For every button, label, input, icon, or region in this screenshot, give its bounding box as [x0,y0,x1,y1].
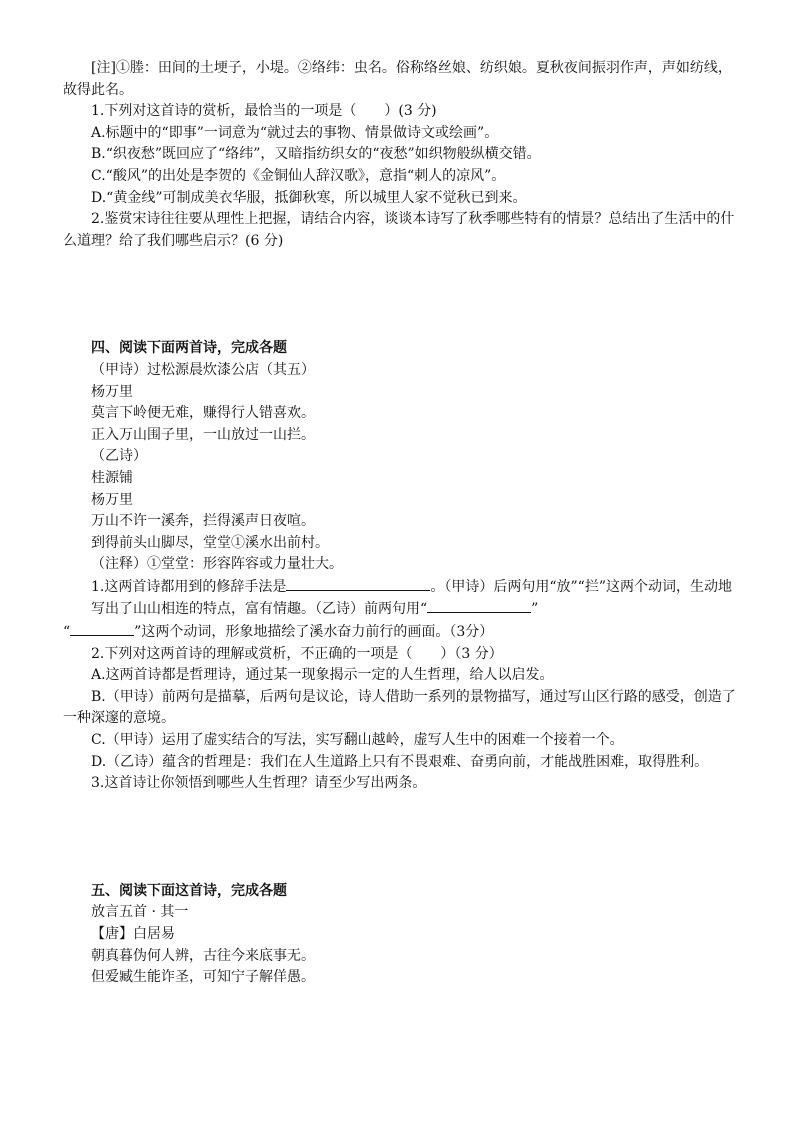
section3-option-b: B.“织夜愁”既回应了“络纬”，又暗指纺织女的“夜愁”如织物般纵横交错。 [91,146,541,163]
answer-blank-rhetoric[interactable] [286,576,430,591]
section4-question-2: 2.下列对这两首诗的理解或赏析，不正确的一项是（ ）（3 分） [91,645,503,662]
section4-option-b: B.（甲诗）前两句是描摹，后两句是议论，诗人借助一系列的景物描写，通过写山区行路的感受，创造了一种深邃的意境。 [63,688,736,727]
poem-a-line-2: 正入万山围子里，一山放过一山拦。 [91,426,315,443]
poem-a-label: （甲诗）过松源晨炊漆公店（其五） [91,361,315,378]
poem-author: 【唐】白居易 [91,926,175,942]
poem-line-1: 朝真暮伪何人辨，古往今来底事无。 [91,947,315,964]
section5-heading: 五、阅读下面这首诗，完成各题 [91,882,287,899]
poem-b-title: 桂源铺 [91,469,133,486]
answer-space [91,795,741,881]
section4-option-c: C.（甲诗）运用了虚实结合的写法，实写翻山越岭，虚写人生中的困难一个接着一个。 [91,732,624,749]
document-page [63,58,741,989]
poem-line-2: 但爱臧生能诈圣，可知宁子解佯愚。 [91,969,315,986]
poem-b-label: （乙诗） [91,448,147,465]
poem-b-line-1: 万山不许一溪奔，拦得溪声日夜喧。 [91,513,315,530]
poem-b-note: （注释）①堂堂：形容阵容或力量壮大。 [91,556,343,573]
section4-option-d: D.（乙诗）蕴含的哲理是：我们在人生道路上只有不畏艰难、奋勇向前，才能战胜困难，取得胜利。 [91,753,709,770]
q1-part1: 1.这两首诗都用到的修辞手法是 [91,578,287,595]
section4-question-1 [63,576,741,644]
section3-question-1: 1.下列对这首诗的赏析，最恰当的一项是（ ）(3 分) [91,103,437,120]
answer-space [91,252,741,338]
answer-blank-verb-1[interactable] [427,598,531,613]
poem-b-author: 杨万里 [91,491,133,508]
answer-blank-verb-2[interactable] [70,621,134,636]
section4-question-3: 3.这首诗让你领悟到哪些人生哲理？请至少写出两条。 [91,775,427,792]
q1-part4: “ [63,624,71,641]
poem-a-line-1: 莫言下岭便无难，赚得行人错喜欢。 [91,405,315,422]
section3-option-a: A.标题中的“即事”一词意为“就过去的事物、情景做诗文或绘画”。 [91,124,499,141]
q1-part2: 。（甲诗）后两句用“放”“拦”这两个动词，生动地写出了山山相连的特点，富有情趣。（乙诗）前两句用“ [91,578,732,618]
section3-question-2: 2.鉴赏宋诗往往要从理性上把握，请结合内容，谈谈本诗写了秋季哪些特有的情景？总结出了生活中的什么道理？给了我们哪些启示？(6 分) [63,211,735,249]
section3-note: [注]①塍：田间的土埂子，小堤。②络纬：虫名。俗称络丝娘、纺织娘。夏秋夜间振羽作声，声如纺线，故得此名。 [63,60,732,98]
section3-option-d: D.“黄金线”可制成美衣华服，抵御秋寒，所以城里人家不觉秋已到来。 [91,189,527,206]
q1-part3: ” [531,601,539,618]
section4-option-a: A.这两首诗都是哲理诗，通过某一现象揭示一定的人生哲理，给人以启发。 [91,667,554,684]
section3-option-c: C.“酸风”的出处是李贺的《金铜仙人辞汉歌》，意指“刺人的凉风”。 [91,167,506,184]
poem-a-author: 杨万里 [91,383,133,400]
q1-part5: ”这两个动词，形象地描绘了溪水奋力前行的画面。（3分） [134,624,494,641]
poem-b-line-2: 到得前头山脚尽，堂堂①溪水出前村。 [91,534,329,551]
section4-heading: 四、阅读下面两首诗，完成各题 [91,340,287,357]
poem-title: 放言五首 · 其一 [91,904,189,921]
